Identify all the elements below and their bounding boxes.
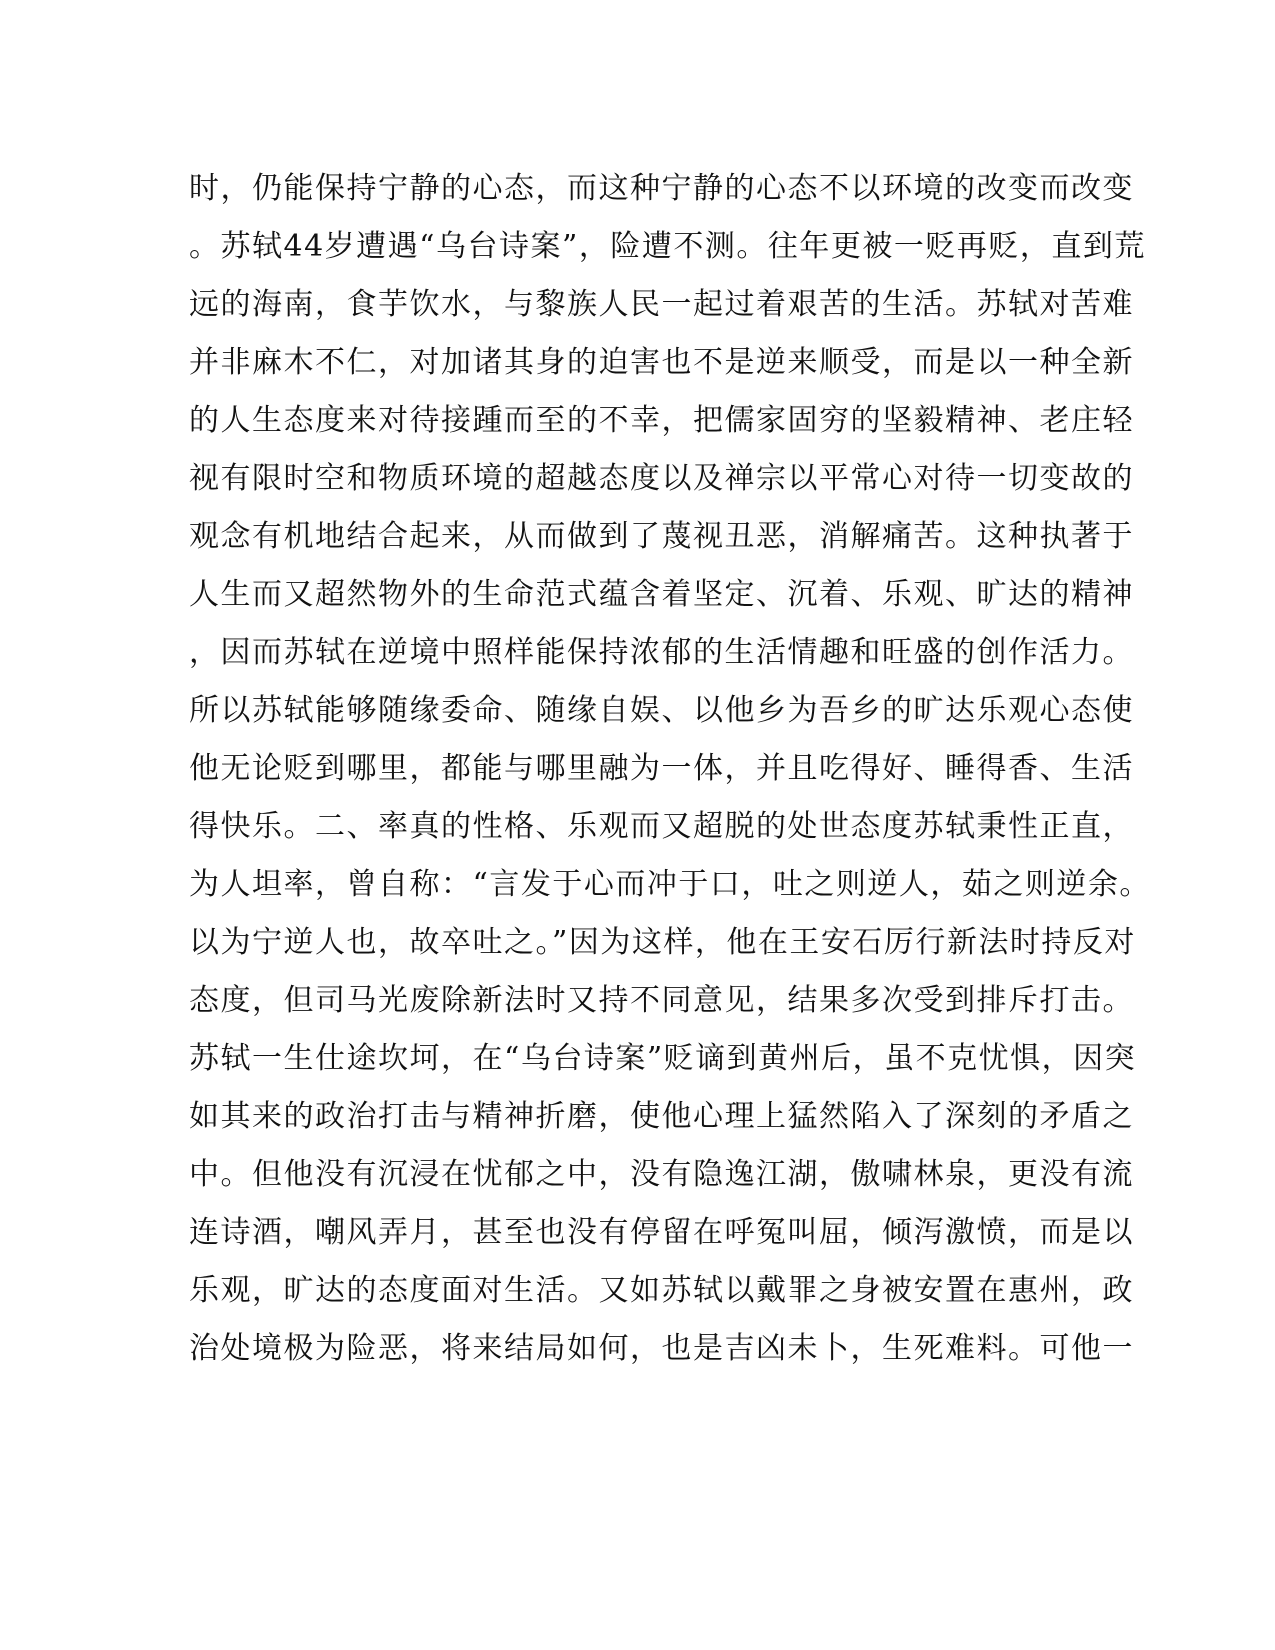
text-line: 如其来的政治打击与精神折磨，使他心理上猛然陷入了深刻的矛盾之 <box>189 1099 1134 1134</box>
text-line: 时，仍能保持宁静的心态，而这种宁静的心态不以环境的改变而改变 <box>189 171 1134 206</box>
text-line: 远的海南，食芋饮水，与黎族人民一起过着艰苦的生活。苏轼对苦难 <box>189 287 1134 322</box>
body-text <box>189 160 1151 1378</box>
text-line: 他无论贬到哪里，都能与哪里融为一体，并且吃得好、睡得香、生活 <box>189 751 1134 786</box>
text-line: 治处境极为险恶，将来结局如何，也是吉凶未卜，生死难料。可他一 <box>189 1331 1134 1366</box>
text-line: 视有限时空和物质环境的超越态度以及禅宗以平常心对待一切变故的 <box>189 461 1134 496</box>
text-line: 所以苏轼能够随缘委命、随缘自娱、以他乡为吾乡的旷达乐观心态使 <box>189 693 1134 728</box>
text-line: 。苏轼44岁遭遇“乌台诗案”，险遭不测。往年更被一贬再贬，直到荒 <box>189 229 1146 264</box>
text-line: 乐观，旷达的态度面对生活。又如苏轼以戴罪之身被安置在惠州，政 <box>189 1273 1134 1308</box>
text-line: 以为宁逆人也，故卒吐之。”因为这样，他在王安石厉行新法时持反对 <box>189 925 1136 960</box>
text-line: 人生而又超然物外的生命范式蕴含着坚定、沉着、乐观、旷达的精神 <box>189 577 1134 612</box>
text-line: 为人坦率，曾自称：“言发于心而冲于口，吐之则逆人，茹之则逆余。 <box>189 867 1151 902</box>
text-line: ，因而苏轼在逆境中照样能保持浓郁的生活情趣和旺盛的创作活力。 <box>189 635 1134 670</box>
text-line: 观念有机地结合起来，从而做到了蔑视丑恶，消解痛苦。这种执著于 <box>189 519 1134 554</box>
text-line: 中。但他没有沉浸在忧郁之中，没有隐逸江湖，傲啸林泉，更没有流 <box>189 1157 1134 1192</box>
text-line: 连诗酒，嘲风弄月，甚至也没有停留在呼冤叫屈，倾泻激愤，而是以 <box>189 1215 1134 1250</box>
text-line: 并非麻木不仁，对加诸其身的迫害也不是逆来顺受，而是以一种全新 <box>189 345 1134 380</box>
text-line: 得快乐。二、率真的性格、乐观而又超脱的处世态度苏轼秉性正直， <box>189 809 1134 844</box>
text-line: 态度，但司马光废除新法时又持不同意见，结果多次受到排斥打击。 <box>189 983 1134 1018</box>
text-line: 苏轼一生仕途坎坷，在“乌台诗案”贬谪到黄州后，虽不克忧惧，因突 <box>189 1041 1137 1076</box>
text-line: 的人生态度来对待接踵而至的不幸，把儒家固穷的坚毅精神、老庄轻 <box>189 403 1134 438</box>
